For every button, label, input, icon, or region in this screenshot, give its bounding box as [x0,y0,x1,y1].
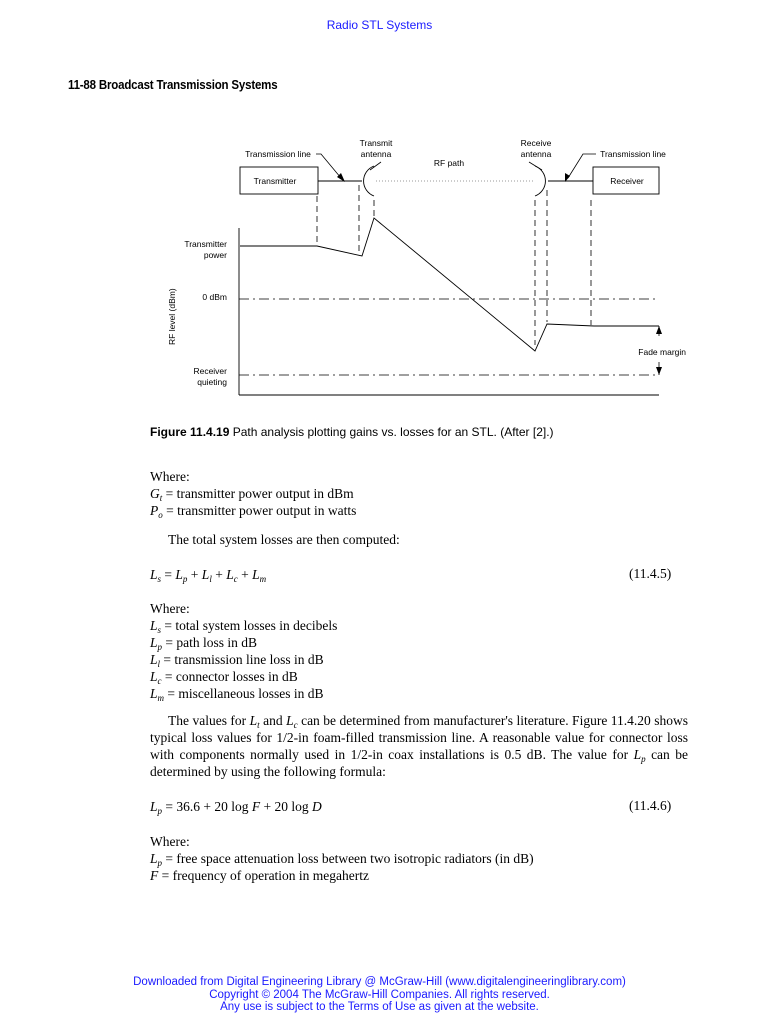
ll-definition: = transmission line loss in dB [163,652,324,667]
ls-definition: = total system losses in decibels [164,618,338,633]
where-list-2: Where: $L_s$ = total system losses in decibels $L_p$ = path loss in dB $L_l$ = transmission line loss in dB $L_c$ = connector losses in dB $L_m$ = miscellaneous losses in dB [150,601,338,703]
receive-antenna-dish [535,166,545,196]
lp-definition: = path loss in dB [165,635,258,650]
label-transmitter-power-2: power [203,250,227,260]
caption-text: Path analysis plotting gains vs. losses for an STL. (After [2].) [232,425,554,439]
where-list-3: Where: $L_p$ = free space attenuation loss between two isotropic radiators (in dB) F = frequency of operation in megahertz [150,834,534,883]
lp-definition-2: = free space attenuation loss between two isotropic radiators (in dB) [165,851,534,866]
where-label: Where: [150,601,190,616]
y-axis-label: RF level (dBm) [167,288,177,345]
transmitter-box-label: Transmitter [253,176,297,186]
rf-level-profile [240,218,659,351]
label-receiver-quieting-1: Receiver [193,366,227,376]
label-receive-1: Receive [520,138,552,148]
loss-values-paragraph: The values for $L_t$ and $L_c$ can be determined from manufacturer's literature. Figure 11.4.20 shows typical loss values for 1/2-in foam-filled transmission line. A reasonable value for connector loss with components normally used in 1/2-in coax installations is 0.5 dB. The value for $L_p$ can be determined by using the following formula: [150,713,689,779]
path-analysis-figure [0,0,759,420]
fade-margin-arrow-up [656,326,662,334]
receiver-box-label: Receiver [610,176,644,186]
label-transmission-line-left: Transmission line [245,149,311,159]
vertical-guides [317,185,591,345]
gt-definition: = transmitter power output in dBm [165,486,354,501]
equation-number-2: (11.4.6) [629,798,672,813]
where-label: Where: [150,469,190,484]
page-footer [0,976,759,1014]
label-transmitter-power-1: Transmitter [184,239,227,249]
label-zero-dbm: 0 dBm [202,292,227,302]
transmit-antenna-dish [364,166,374,196]
lc-definition: = connector losses in dB [164,669,298,684]
label-receive-2: antenna [520,149,552,159]
fade-margin-arrow-down [656,367,662,375]
footer-terms[interactable]: Any use is subject to the Terms of Use as given at the website. [220,1001,539,1013]
where-label: Where: [150,834,190,849]
equation-11-4-6: $L_p = 36.6 + 20$ log F + 20 log D [150,799,322,816]
footer-download-link[interactable]: Downloaded from Digital Engineering Library @ McGraw-Hill (www.digitalengineeringlibrary.com) [133,976,626,988]
label-receiver-quieting-2: quieting [197,377,227,387]
label-transmit-2: antenna [360,149,392,159]
footer-copyright: Copyright © 2004 The McGraw-Hill Companies. All rights reserved. [209,988,550,1001]
label-fade-margin: Fade margin [638,347,686,357]
page-header-link[interactable]: Radio STL Systems [326,18,433,32]
f-definition: = frequency of operation in megahertz [161,868,370,883]
losses-intro: The total system losses are then computed: [168,532,400,547]
po-definition: = transmitter power output in watts [166,503,357,518]
leader-arrowheads [337,173,570,182]
lm-definition: = miscellaneous losses in dB [167,686,324,701]
label-transmission-line-right: Transmission line [600,149,666,159]
equation-number-1: (11.4.5) [629,566,672,581]
where-list-1: Where: $G_t$ = transmitter power output in dBm $P_o$ = transmitter power output in watts [150,469,357,520]
caption-number: Figure 11.4.19 [150,425,230,439]
label-rf-path: RF path [433,158,465,168]
running-head: 11-88 Broadcast Transmission Systems [68,78,278,92]
label-transmit-1: Transmit [359,138,393,148]
equation-11-4-5: $L_s = L_p + L_l + L_c + L_m$ [150,567,267,584]
figure-caption [150,425,554,439]
